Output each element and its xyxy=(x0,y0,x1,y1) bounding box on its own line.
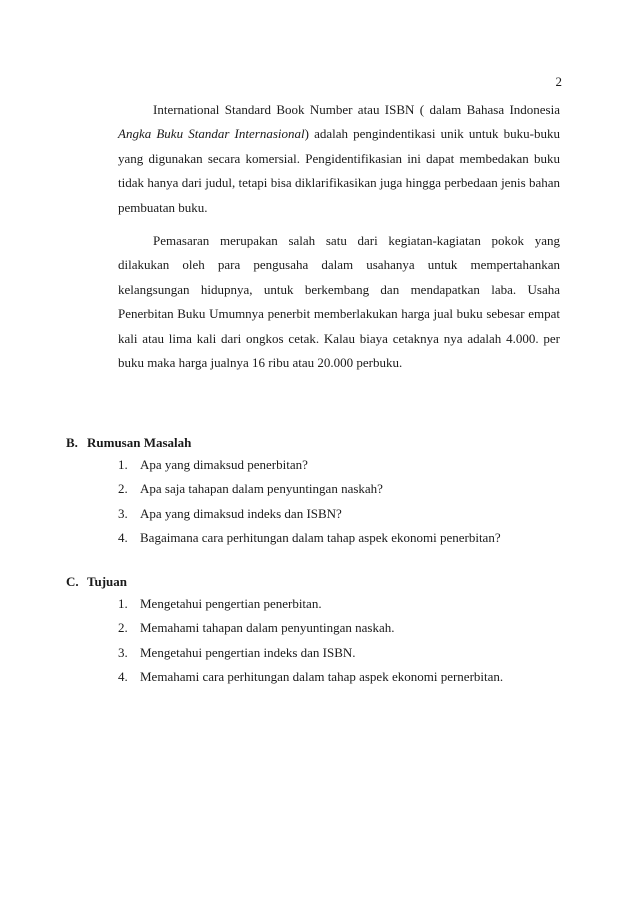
list-item xyxy=(66,642,566,666)
section-letter: C. xyxy=(66,574,79,589)
numbered-list xyxy=(66,593,566,691)
section-title: Rumusan Masalah xyxy=(87,435,192,450)
numbered-list xyxy=(66,454,566,552)
list-number: 2. xyxy=(118,481,128,497)
paragraph-text: Pemasaran merupakan salah satu dari kegiatan-kagiatan pokok yang dilakukan oleh para pengusaha dalam usahanya untuk mempertahankan kelangsungan hidupnya, untuk berkembang dan mendapatkan laba. Usaha Penerbitan Buku Umumnya penerbit memberlakukan harga jual buku sebesar empat kali atau lima kali dari ongkos cetak. Kalau biaya cetaknya nya adalah 4.000. per buku maka harga jualnya 16 ribu atau 20.000 perbuku. xyxy=(118,233,560,371)
list-number: 4. xyxy=(118,530,128,546)
list-item xyxy=(66,454,566,478)
list-text: Mengetahui pengertian penerbitan. xyxy=(140,596,322,611)
paragraph-pemasaran xyxy=(118,229,560,375)
list-item xyxy=(66,478,566,502)
list-text: Apa yang dimaksud penerbitan? xyxy=(140,457,308,472)
section-heading xyxy=(66,571,566,593)
section-title: Tujuan xyxy=(87,574,127,589)
list-text: Apa saja tahapan dalam penyuntingan naskah? xyxy=(140,481,383,497)
section-letter: B. xyxy=(66,435,78,450)
list-text: Memahami tahapan dalam penyuntingan naskah. xyxy=(140,620,395,636)
paragraph-text: International Standard Book Number atau ISBN ( dalam Bahasa Indonesia xyxy=(153,102,560,117)
list-number: 4. xyxy=(118,669,128,685)
page-number: 2 xyxy=(555,74,562,89)
list-number: 1. xyxy=(118,596,128,611)
section-rumusan-masalah xyxy=(66,432,566,552)
paragraph-isbn xyxy=(118,98,560,220)
section-heading xyxy=(66,432,566,454)
list-number: 3. xyxy=(118,505,128,521)
list-item xyxy=(66,503,566,527)
list-text: Memahami cara perhitungan dalam tahap aspek ekonomi pernerbitan. xyxy=(140,669,504,685)
list-text: Mengetahui pengertian indeks dan ISBN. xyxy=(140,644,356,660)
list-item xyxy=(66,617,566,641)
list-text: Bagaimana cara perhitungan dalam tahap aspek ekonomi penerbitan? xyxy=(140,530,501,546)
list-item xyxy=(66,666,566,690)
list-number: 2. xyxy=(118,620,128,636)
list-text: Apa yang dimaksud indeks dan ISBN? xyxy=(140,505,342,521)
list-number: 3. xyxy=(118,644,128,660)
section-tujuan xyxy=(66,571,566,691)
list-item xyxy=(66,593,566,617)
paragraph-text: ) adalah pengindentikasi unik untuk buku-buku yang digunakan secara komersial. Pengidentifikasian ini dapat membedakan buku tidak hanya dari judul, tetapi bisa diklarifikasikan juga hingga perbedaan jenis bahan pembuatan buku. xyxy=(118,126,560,215)
paragraph-italic-term: Angka Buku Standar Internasional xyxy=(118,126,305,142)
list-item xyxy=(66,527,566,551)
list-number: 1. xyxy=(118,457,128,472)
